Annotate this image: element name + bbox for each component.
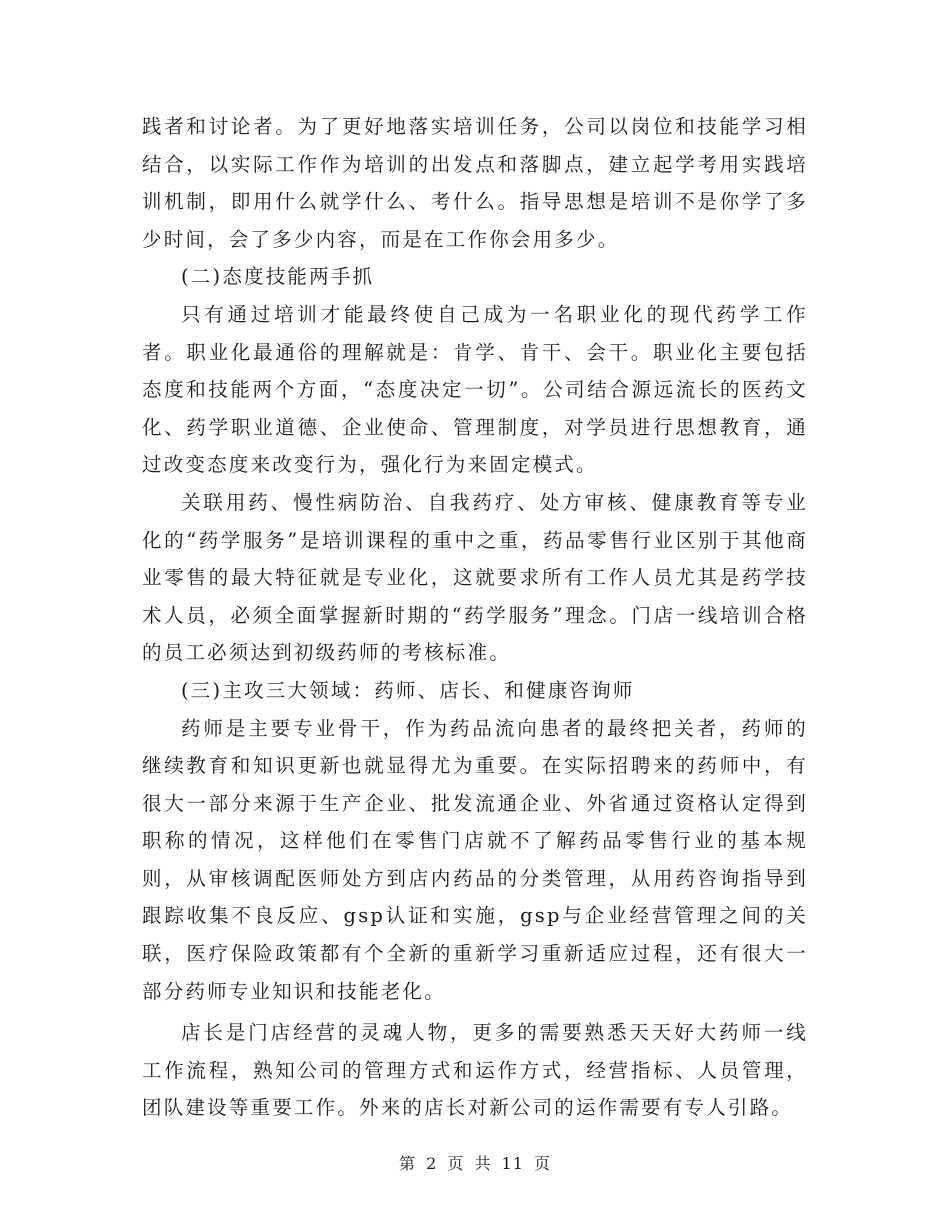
page-number-footer: 第 2 页 共 11 页 [399,1154,551,1173]
paragraph-professionalism: 只有通过培训才能最终使自己成为一名职业化的现代药学工作者。职业化最通俗的理解就是：肯学、肯干、会干。职业化主要包括态度和技能两个方面，“态度决定一切”。公司结合源远流长的医药文化、药学职业道德、企业使命、管理制度，对学员进行思想教育，通过改变态度来改变行为，强化行为来固定模式。 [142,302,808,477]
section-heading-three-areas: (三)主攻三大领域：药师、店长、和健康咨询师 [181,678,635,702]
paragraph-pharmacy-service: 关联用药、慢性病防治、自我药疗、处方审核、健康教育等专业化的“药学服务”是培训课程的重中之重，药品零售行业区别于其他商业零售的最大特征就是专业化，这就要求所有工作人员尤其是药学技术人员，必须全面掌握新时期的“药学服务”理念。门店一线培训合格的员工必须达到初级药师的考核标准。 [142,490,808,665]
paragraph-pharmacist: 药师是主要专业骨干，作为药品流向患者的最终把关者，药师的继续教育和知识更新也就显得尤为重要。在实际招聘来的药师中，有很大一部分来源于生产企业、批发流通企业、外省通过资格认定得到职称的情况，这样他们在零售门店就不了解药品零售行业的基本规则，从审核调配医师处方到店内药品的分类管理，从用药咨询指导到跟踪收集不良反应、gsp认证和实施，gsp与企业经营管理之间的关联，医疗保险政策都有个全新的重新学习重新适应过程，还有很大一部分药师专业知识和技能老化。 [142,716,808,1003]
section-heading-attitude-skills: (二)态度技能两手抓 [181,265,375,289]
document-body [142,108,808,1127]
paragraph-store-manager: 店长是门店经营的灵魂人物，更多的需要熟悉天天好大药师一线工作流程，熟知公司的管理方式和运作方式，经营指标、人员管理，团队建设等重要工作。外来的店长对新公司的运作需要有专人引路。 [142,1021,808,1120]
paragraph-continuation: 践者和讨论者。为了更好地落实培训任务，公司以岗位和技能学习相结合，以实际工作作为培训的出发点和落脚点，建立起学考用实践培训机制，即用什么就学什么、考什么。指导思想是培训不是你学了多少时间，会了多少内容，而是在工作你会用多少。 [142,115,808,251]
